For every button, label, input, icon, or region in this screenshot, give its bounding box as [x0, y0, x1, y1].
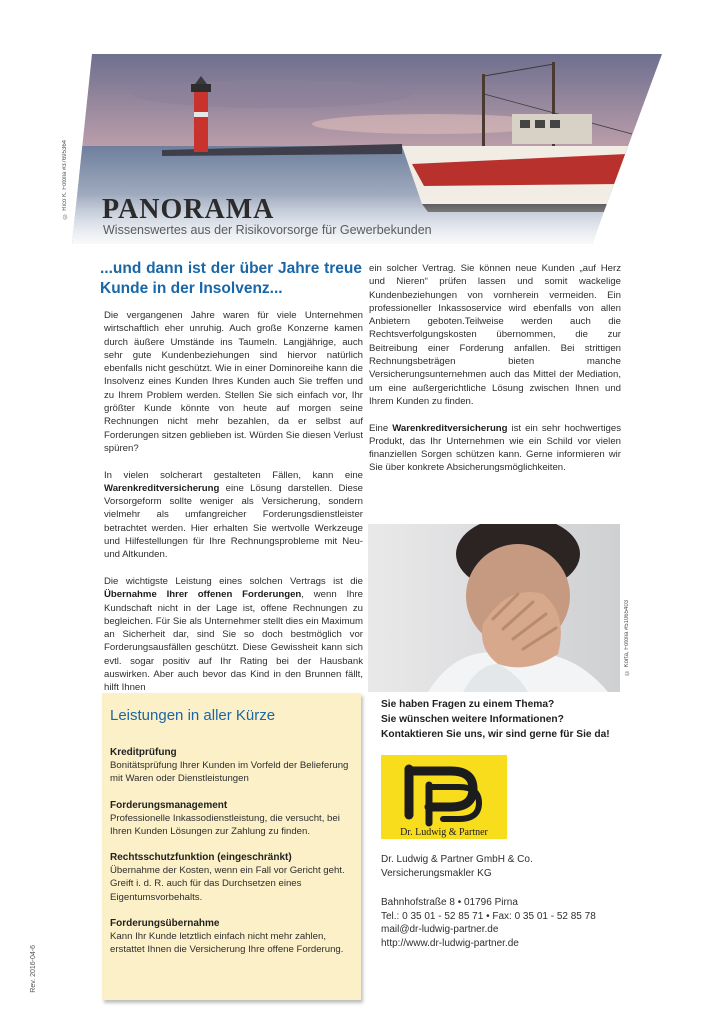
logo-text: Dr. Ludwig & Partner [400, 827, 488, 838]
highlight-term: Warenkreditversicherung [104, 482, 220, 494]
services-summary-box [102, 693, 361, 1000]
service-description: Übernahme der Kosten, wenn ein Fall vor Gericht geht. Greift i. d. R. auch für das Durchsetzen eines Eigentumsvorbehalts. [110, 865, 345, 903]
portrait-photo-credit: © Korta, Fotolia #51065403 [624, 600, 630, 676]
masthead-title: PANORAMA [102, 194, 275, 225]
services-box-title: Leistungen in aller Kürze [110, 707, 276, 724]
contact-intro [381, 697, 631, 742]
email-link[interactable]: mail@dr-ludwig-partner.de [381, 924, 499, 935]
stressed-man-photo [368, 524, 620, 692]
phone-fax: Tel.: 0 35 01 - 52 85 71 • Fax: 0 35 01 - 52 85 78 [381, 910, 596, 922]
header-photo-credit: © Rico K. Fotolia #37695364 [62, 140, 68, 219]
text-run: Die wichtigste Leistung eines solchen Vertrags ist die [104, 575, 363, 587]
text-run: ist ein sehr hochwertiges Produkt, das Ihr Unternehmen wie ein Schild vor vielen finanziellen Sorgen schützen kann. Gerne informieren wir Sie über konkrete Absicherungsmöglichkeiten. [369, 422, 622, 474]
company-name [381, 853, 533, 881]
article-right-column [369, 262, 621, 488]
article-paragraph [104, 469, 363, 562]
article-paragraph [104, 575, 363, 695]
service-title: Forderungsmanagement [110, 799, 228, 811]
service-title: Rechtsschutzfunktion (eingeschränkt) [110, 852, 292, 864]
article-left-column [104, 309, 363, 708]
website-link[interactable]: http://www.dr-ludwig-partner.de [381, 937, 519, 949]
company-logo [381, 755, 507, 839]
text-run: , wenn Ihre Kundschaft nicht in der Lage ist, offene Rechnungen zu begleichen. Für Sie als Unternehmer stellt dies ein Maximum an Sicherheit dar, sind Sie so doch bestmöglich vor Forderungsausfällen geschützt. Diese Gewissheit kann sich evtl. sogar positiv auf Ihr Rating bei der Hausbank auswirken. Aber auch bevor das Kind in den Brunnen fällt, hilft Ihnen [104, 589, 363, 694]
service-item [110, 917, 353, 957]
text-run: eine Lösung darstellen. Diese Vorsorgeform sollte weniger als Versicherung, sondern vielmehr als umfangreicher Forderungsdienstleister betrachtet werden. Hier erhalten Sie wertvolle Werkzeuge und Hilfestellungen für Ihre Rechnungsprobleme mit Neu- und Altkunden. [104, 482, 363, 561]
service-item [110, 746, 353, 786]
service-description: Professionelle Inkassodienstleistung, die versucht, bei Ihren Kunden Lösungen zur Zahlung zu finden. [110, 812, 340, 837]
contact-details [381, 896, 596, 950]
service-title: Kreditprüfung [110, 747, 177, 758]
service-item [110, 799, 353, 839]
article-paragraph: ein solcher Vertrag. Sie können neue Kunden „auf Herz und Nieren“ prüfen lassen und somit wackelige Kundenbeziehungen von vornherein vermeiden. Ein professioneller Inkassoservice wird ebenfalls von allen Anbietern geboten.Teilweise werden auch die Rechtsverfolgungskosten übernommen, die zur Beitreibung einer Forderung anfallen. Bei strittigen Rechnungsbeträgen bieten manche Versicherungsunternehmen auch das Mittel der Mediation, um eine außergerichtliche Lösung zwischen Ihnen und Ihrem Kunden zu finden. [369, 263, 621, 407]
postal-address: Bahnhofstraße 8 • 01796 Pirna [381, 897, 518, 908]
service-description: Kann Ihr Kunde letztlich einfach nicht mehr zahlen, erstattet Ihnen die Versicherung Ihre offene Forderung. [110, 931, 344, 956]
highlight-term: Übernahme Ihrer offenen Forderungen [104, 589, 302, 601]
masthead-subtitle: Wissenswertes aus der Risikovorsorge für Gewerbekunden [103, 223, 432, 237]
article-paragraph [369, 422, 621, 475]
company-line: Versicherungsmakler KG [381, 868, 492, 879]
text-run: In vielen solcherart gestalteten Fällen, kann eine [104, 469, 363, 481]
service-description: Bonitätsprüfung Ihrer Kunden im Vorfeld der Belieferung mit Waren oder Dienstleistungen [110, 760, 349, 785]
service-title: Forderungsübernahme [110, 918, 220, 930]
contact-intro-line: Sie haben Fragen zu einem Thema? [381, 699, 555, 710]
highlight-term: Warenkreditversicherung [392, 422, 508, 434]
service-item [110, 851, 353, 904]
contact-intro-line: Sie wünschen weitere Informationen? [381, 714, 564, 725]
contact-intro-line: Kontaktieren Sie uns, wir sind gerne für Sie da! [381, 729, 610, 740]
article-paragraph: Die vergangenen Jahre waren für viele Unternehmen wirtschaftlich eher unruhig. Auch große Konzerne kamen durch äußere Umstände ins Taumeln. Langjährige, auch sehr gute Kundenbeziehungen sind hiervor natürlich ebenfalls nicht geschützt. Wie in einer Dominoreihe kann die Insolvenz eines Kunden Ihres Kunden auch Sie treffen und zu Ihrem Problem werden. Stellen Sie sich einfach vor, Ihr größter Kunde könnte von heute auf morgen seine Rechnungen nicht mehr bezahlen, da er selbst auf Forderungen sitzen geblieben ist. Würden Sie diesen Verlust spüren? [104, 310, 363, 454]
company-line: Dr. Ludwig & Partner GmbH & Co. [381, 854, 533, 865]
revision-label: Rev. 2016-04-6 [30, 945, 37, 993]
text-run: Eine [369, 422, 393, 434]
article-headline: ...und dann ist der über Jahre treue Kunde in der Insolvenz... [100, 260, 362, 297]
